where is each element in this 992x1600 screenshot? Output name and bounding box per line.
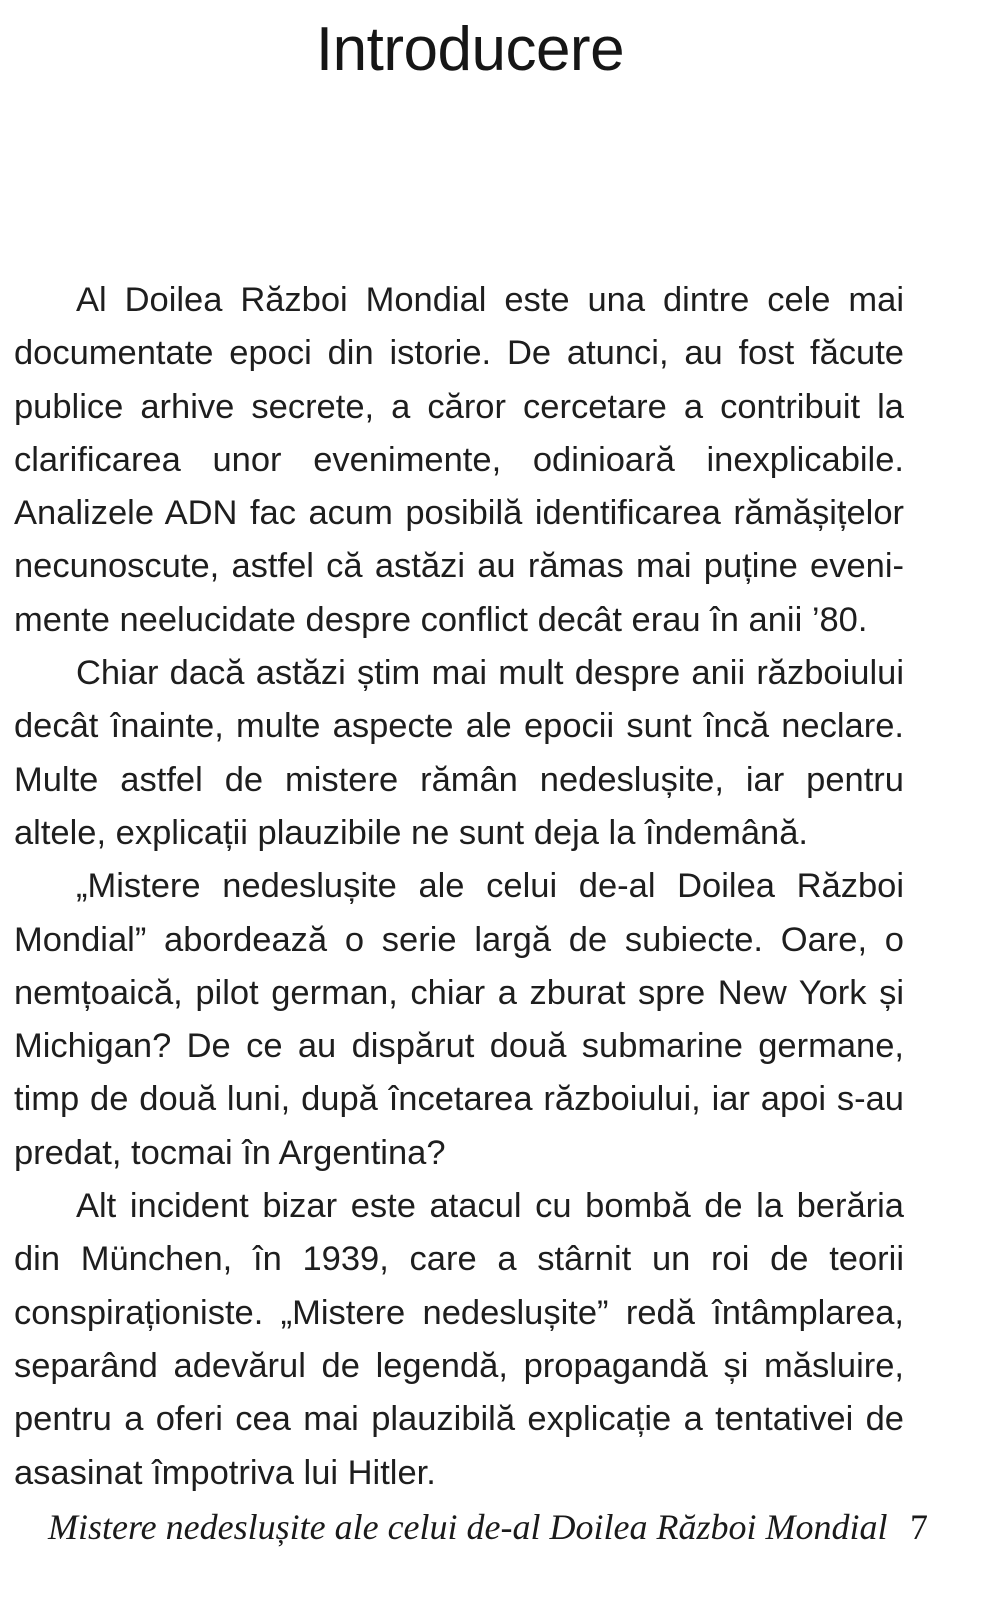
paragraph: Al Doilea Război Mondial este una dintre cele mai documentate epoci din istorie. De atunci, au fost făcute publice arhive secrete, a căror cercetare a contribuit la clarificarea unor evenimente, odinioară inexplicabile. Analizele ADN fac acum posibilă identificarea rămășițelor necunoscute, astfel că astăzi au rămas mai puține evenimente neelucidate despre conflict decât erau în anii ’80. [14, 281, 904, 639]
page-number: 7 [910, 1507, 928, 1547]
paragraph: „Mistere nedeslușite ale celui de-al Doilea Război Mondial” abordează o serie largă de subiecte. Oare, o nemțoaică, pilot german, chiar a zburat spre New York și Michigan? De ce au dispărut două submarine germane, timp de două luni, după încetarea războiului, iar apoi s-au predat, tocmai în Argentina? [14, 867, 904, 1172]
paragraph: Chiar dacă astăzi știm mai mult despre anii războiului decât înainte, multe aspecte ale epocii sunt încă neclare. Multe astfel de mistere rămân nedeslușite, iar pentru altele, explicații plauzibile ne sunt deja la îndemână. [14, 654, 904, 852]
paragraph: Alt incident bizar este atacul cu bombă de la berăria din München, în 1939, care a stârnit un roi de teorii conspiraționiste. „Mistere nedeslușite” redă întâmplarea, separând adevărul de legendă, propagandă și măsluire, pentru a oferi cea mai plauzibilă explicație a tentativei de asasinat împotriva lui Hitler. [14, 1187, 904, 1492]
page-footer [48, 1506, 928, 1556]
chapter-title: Introducere [315, 15, 625, 84]
running-title: Mistere nedeslușite ale celui de-al Doilea Război Mondial [48, 1507, 888, 1547]
body-text [14, 274, 904, 1500]
